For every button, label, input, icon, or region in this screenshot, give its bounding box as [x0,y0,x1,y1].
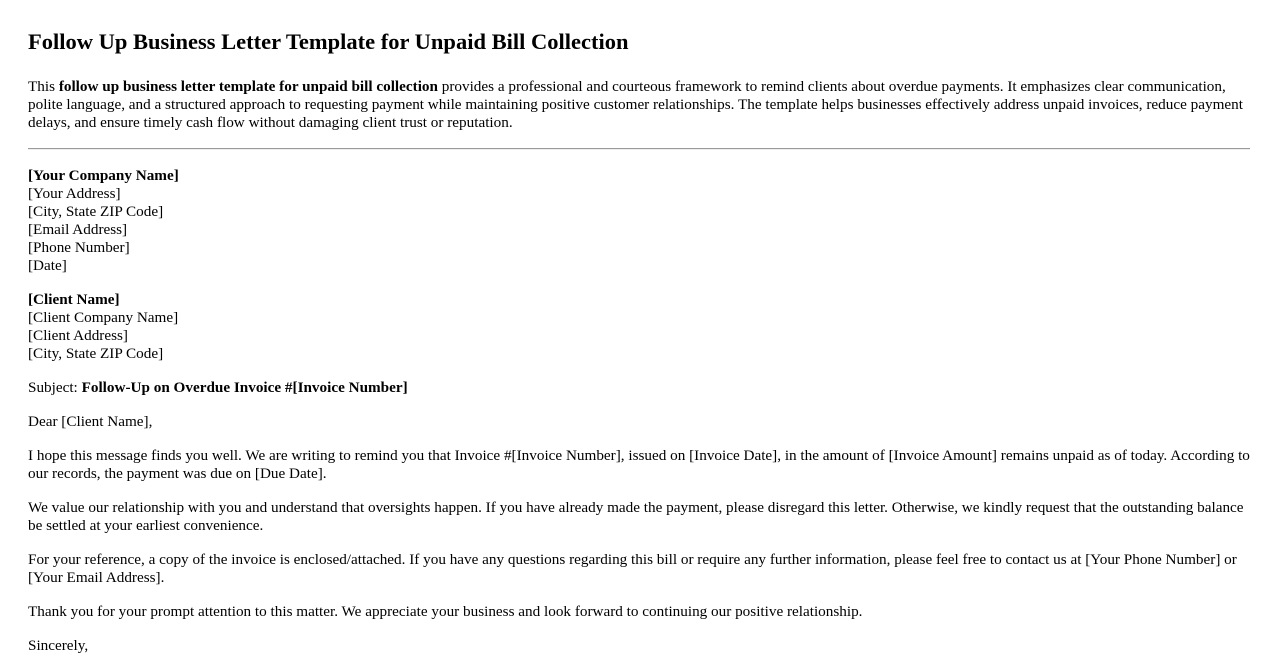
intro-lead: This [28,78,59,95]
intro-rest: provides a professional and courteous framework to remind clients about overdue payments. It emphasizes clear communication, polite language, and a structured approach to requesting payment while maintaining positive customer relationships. The template helps businesses effectively address unpaid invoices, reduce payment delays, and ensure timely cash flow without damaging client trust or reputation. [28,78,1243,131]
divider [28,148,1250,150]
subject-text: Follow-Up on Overdue Invoice #[Invoice Number] [81,379,408,396]
subject-line [28,379,1250,397]
recipient-city: [City, State ZIP Code] [28,345,164,362]
closing: Sincerely, [28,637,89,654]
recipient-block [28,291,1250,363]
sender-address: [Your Address] [28,185,121,202]
body-paragraph-1: I hope this message finds you well. We are writing to remind you that Invoice #[Invoice Number], issued on [Invoice Date], in the amount of [Invoice Amount] remains unpaid as of today. According to our records, the payment was due on [Due Date]. [28,447,1250,482]
recipient-address: [Client Address] [28,327,128,344]
body-paragraph-3: For your reference, a copy of the invoice is enclosed/attached. If you have any questions regarding this bill or require any further information, please feel free to contact us at [Your Phone Number] or [Your Email Address]. [28,551,1237,586]
sender-phone: [Phone Number] [28,239,130,256]
intro-bold: follow up business letter template for unpaid bill collection [58,78,438,95]
body-paragraph-4: Thank you for your prompt attention to this matter. We appreciate your business and look forward to continuing our positive relationship. [28,603,863,620]
sender-date: [Date] [28,257,67,274]
recipient-name: [Client Name] [28,291,120,308]
sender-city: [City, State ZIP Code] [28,203,164,220]
subject-label: Subject: [28,379,82,396]
page-title: Follow Up Business Letter Template for Unpaid Bill Collection [28,29,629,54]
sender-company: [Your Company Name] [28,167,179,184]
body-paragraph-2: We value our relationship with you and understand that oversights happen. If you have already made the payment, please disregard this letter. Otherwise, we kindly request that the outstanding balance be settled at your earliest convenience. [28,499,1244,534]
recipient-company: [Client Company Name] [28,309,179,326]
sender-email: [Email Address] [28,221,128,238]
greeting: Dear [Client Name], [28,413,153,430]
sender-block [28,167,1250,275]
intro-paragraph [28,78,1250,132]
